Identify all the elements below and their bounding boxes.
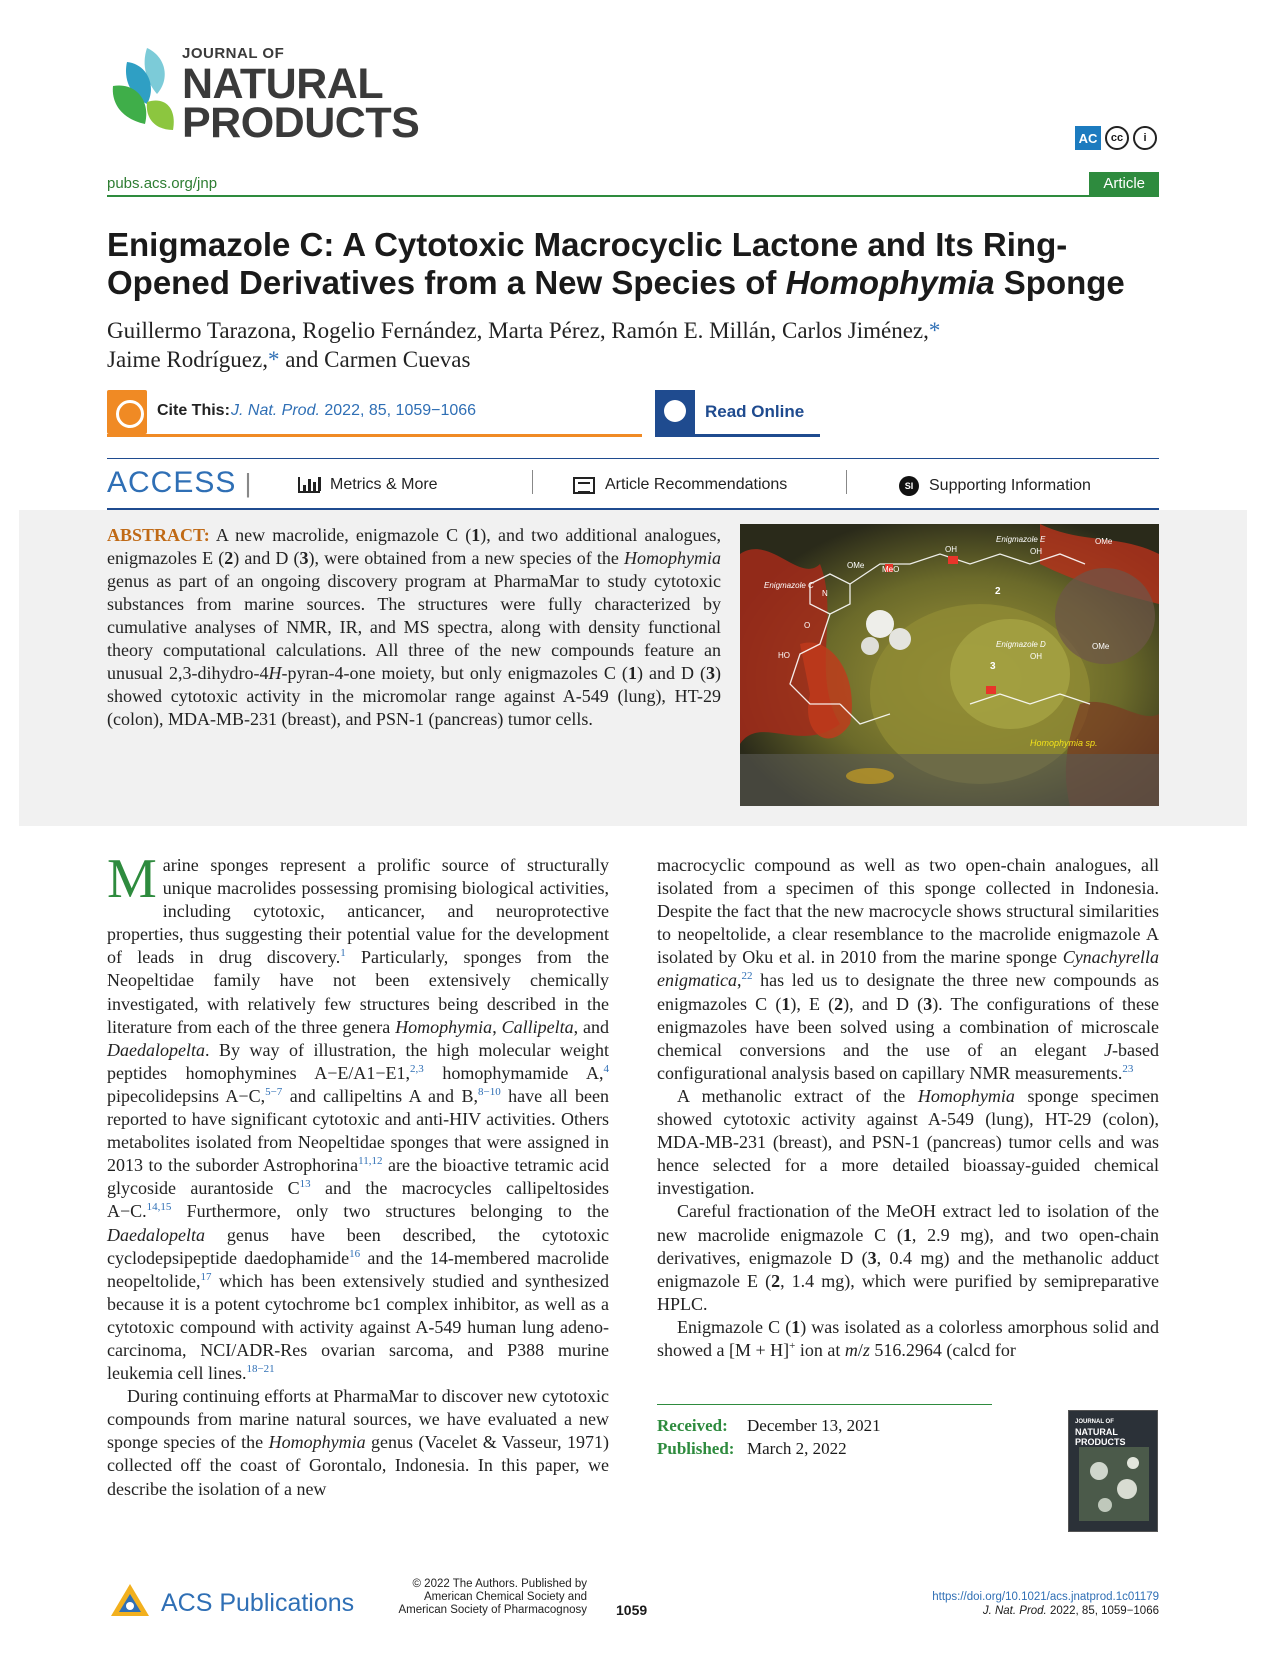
toc-label-enigmazole-c: Enigmazole C (764, 581, 814, 590)
footer-citation-text: J. Nat. Prod. 2022, 85, 1059−1066 (982, 1605, 1159, 1617)
dates-rule (657, 1404, 992, 1405)
footer-citation (932, 1590, 1159, 1618)
published-date: March 2, 2022 (747, 1439, 847, 1458)
read-online-label: Read Online (705, 402, 805, 421)
access-label: ACCESS | (107, 466, 253, 499)
journal-cover-thumbnail[interactable] (1068, 1410, 1158, 1532)
leaf-logo-icon (107, 42, 179, 142)
acs-publications-label: ACS Publications (161, 1588, 355, 1617)
article-type-badge: Article (1089, 172, 1159, 195)
journal-url-link[interactable]: pubs.acs.org/jnp (107, 175, 218, 192)
abstract-label: ABSTRACT: (107, 525, 210, 545)
corresponding-author-star-2[interactable]: * (267, 347, 280, 372)
body-paragraph: A methanolic extract of the Homophymia sponge specimen showed cytotoxic activity against A-549 (lung), HT-29 (colon), MDA-MB-231 (breast), and PSN-1 (pancreas) tumor cells and was hence selected for a more detailed bioassay-guided chemical investigation. (657, 1085, 1159, 1199)
toc-num-3: 3 (990, 661, 996, 672)
toc-ome-e: OMe (1095, 537, 1113, 546)
toc-label-enigmazole-e: Enigmazole E (996, 535, 1046, 544)
received-date: December 13, 2021 (747, 1416, 881, 1435)
body-paragraph: Careful fractionation of the MeOH extract led to isolation of the new macrolide enigmazole C (1, 2.9 mg), and two open-chain derivatives, enigmazole D (3, 0.4 mg) and the methanolic adduct enigmazole E (2, 1.4 mg), which were purified by semipreparative HPLC. (657, 1201, 1159, 1314)
cite-value: J. Nat. Prod. 2022, 85, 1059−1066 (231, 402, 477, 419)
cover-art-icon (1069, 1411, 1158, 1532)
acs-authorchoice-icon: AC (1075, 126, 1101, 150)
author-list (107, 316, 1167, 374)
acs-publications-logo[interactable] (107, 1580, 354, 1626)
read-online-button[interactable] (655, 390, 820, 438)
toc-n: N (822, 589, 828, 598)
supporting-information-link[interactable] (899, 476, 1091, 496)
title-part2: Sponge (994, 264, 1125, 301)
attribution-icon: i (1133, 126, 1157, 150)
body-paragraph: Marine sponges represent a prolific source of structurally unique macrolides possessing promising biological activities, including cytotoxic, anticancer, and neuroprotective properties, thus suggesting their potential value for the development of leads in drug discovery.$^1$ Particularly, sponges from the Neopeltidae family have not been extensively chemically investigated, with relatively few structures being described in the literature from each of the three genera Homophymia, Callipelta, and Daedalopelta. By way of illustration, the high molecular weight peptides homophymines A−E/A1−E1,$^{2,3}$ homophymamide A,$^4$ pipecolidepsins A−C,$^{5-7}$ and callipeltins A and B,$^{8-10}$ have all been reported to have significant cytotoxic and anti-HIV activities. Others metabolites isolated from Neopeltidae sponges that were assigned in 2013 to the suborder Astrophorina$^{11,12}$ are the bioactive tetramic acid glycoside aurantoside $C^{13}$ and the macrocycles callipeltosides A−C.$^{14,15}$ Furthermore, only two structures belonging to the Daedalopelta genus have been described, the cytotoxic cyclodepsipeptide daedophamide$^{16}$ and the 14-membered macrolide neopeltolide,$^{17}$ which has been extensively studied and synthesized because it is a potent cytochrome bc1 complex inhibitor, as well as a cytotoxic compound with activity against A-549 human lung adeno-carcinoma, NCI/ADR-Res ovarian sarcoma, and P388 murine leukemia cell lines.$^{18-21}$ (107, 848, 609, 1384)
toc-graphic (740, 524, 1159, 806)
cover-line3: PRODUCTS (1075, 1437, 1126, 1447)
toc-oh-c: OH (945, 545, 957, 554)
doi-link[interactable]: https://doi.org/10.1021/acs.jnatprod.1c01179 (932, 1591, 1159, 1603)
toc-oh-d: OH (1030, 652, 1042, 661)
article-title (107, 226, 1167, 302)
title-italic: Homophymia (785, 264, 995, 301)
authors-line2b: and Carmen Cuevas (279, 347, 471, 372)
header-divider (107, 195, 1159, 197)
supporting-info-icon: SI (899, 476, 919, 496)
toc-ome-c: OMe (847, 561, 865, 570)
document-icon (573, 477, 595, 494)
acs-emblem-icon (107, 1580, 153, 1626)
toc-num-2: 2 (995, 586, 1001, 597)
supporting-label: Supporting Information (929, 477, 1091, 494)
cite-this-button[interactable] (107, 390, 642, 438)
cover-line1: JOURNAL OF (1075, 1419, 1114, 1425)
toc-meo: MeO (882, 565, 900, 574)
abstract-text: A new macrolide, enigmazole C (1), and two additional analogues, enigmazoles E (2) and D (3), were obtained from a new species of the Homophymia genus as part of an ongoing discovery program at PharmaMar to study cytotoxic substances from marine sources. The structures were fully characterized by cumulative analyses of NMR, IR, and MS spectra, along with density functional theory computational calculations. All three of the new compounds feature an unusual 2,3-dihydro-4H-pyran-4-one moiety, but only enigmazoles C (1) and D (3) showed cytotoxic activity in the micromolar range against A-549 (lung), HT-29 (colon), MDA-MB-231 (breast), and PSN-1 (pancreas) tumor cells. (107, 525, 721, 729)
toc-ho: HO (778, 651, 790, 660)
recommendations-label: Article Recommendations (605, 476, 788, 493)
cite-underline (107, 434, 642, 437)
access-bar-top-rule (107, 458, 1159, 459)
logo-line2: NATURAL (182, 60, 384, 108)
page-number: 1059 (616, 1602, 648, 1618)
logo-line3: PRODUCTS (182, 99, 420, 147)
access-separator (846, 470, 847, 494)
toc-ome-d: OMe (1092, 642, 1110, 651)
published-label: Published: (657, 1439, 735, 1458)
body-paragraph: macrocyclic compound as well as two open-chain analogues, all isolated from a specimen of this sponge collected in Indonesia. Despite the fact that the new macrocycle shows structural similarities to neopeltolide, a clear resemblance to the macrolide enigmazole A isolated by Oku et al. in 2010 from the marine sponge Cynachyrella enigmatica,$^{22}$ has led us to designate the three new compounds as enigmazoles C (1), E (2), and D (3). The configurations of these enigmazoles have been solved using a combination of microscale chemical conversions and the use of an elegant J-based configurational analysis based on capillary NMR measurements.$^{23}$ (657, 855, 1160, 1083)
cite-label: Cite This: (157, 402, 230, 419)
body-right-column (657, 854, 1159, 1362)
creative-commons-icon: cc (1105, 126, 1129, 150)
title-part1: Enigmazole C: A Cytotoxic Macrocyclic Lactone and Its Ring-Opened Derivatives from a New Species of (107, 226, 1068, 301)
sponge-photo-with-structures (740, 524, 1159, 806)
corresponding-author-star[interactable]: * (928, 318, 941, 343)
article-dates (657, 1414, 881, 1460)
body-paragraph: Enigmazole C (1) was isolated as a colorless amorphous solid and showed a [M + H]+ ion at m/z 516.2964 (calcd for (657, 1316, 1159, 1360)
authors-line1: Guillermo Tarazona, Rogelio Fernández, Marta Pérez, Ramón E. Millán, Carlos Jiménez, (107, 318, 929, 343)
cover-line2: NATURAL (1075, 1427, 1118, 1437)
drop-cap: M (107, 848, 157, 910)
toc-oh-e: OH (1030, 547, 1042, 556)
authors-line2a: Jaime Rodríguez, (107, 347, 268, 372)
toc-species-label: Homophymia sp. (1030, 738, 1098, 748)
logo-line1: JOURNAL OF (182, 45, 285, 62)
license-badges (1075, 126, 1157, 150)
cite-check-icon (107, 390, 147, 434)
bar-chart-icon (298, 477, 320, 493)
read-underline (655, 434, 820, 437)
body-paragraph: During continuing efforts at PharmaMar to discover new cytotoxic compounds from marine natural sources, we have evaluated a new sponge species of the Homophymia genus (Vacelet & Vasseur, 1971) collected off the coast of Gorontalo, Indonesia. In this paper, we describe the isolation of a new (107, 1386, 609, 1499)
metrics-label: Metrics & More (330, 476, 438, 493)
received-label: Received: (657, 1416, 728, 1435)
journal-logo (107, 42, 447, 152)
globe-icon (655, 390, 695, 434)
body-left-column (107, 848, 609, 1501)
copyright-notice: © 2022 The Authors. Published by American Chemical Society and American Society of Pharmacognosy (398, 1578, 587, 1616)
article-recommendations-link[interactable] (573, 476, 787, 494)
metrics-more-link[interactable] (298, 476, 438, 494)
toc-label-enigmazole-d: Enigmazole D (996, 640, 1046, 649)
access-separator (532, 470, 533, 494)
abstract (107, 524, 721, 731)
toc-o: O (804, 621, 811, 630)
